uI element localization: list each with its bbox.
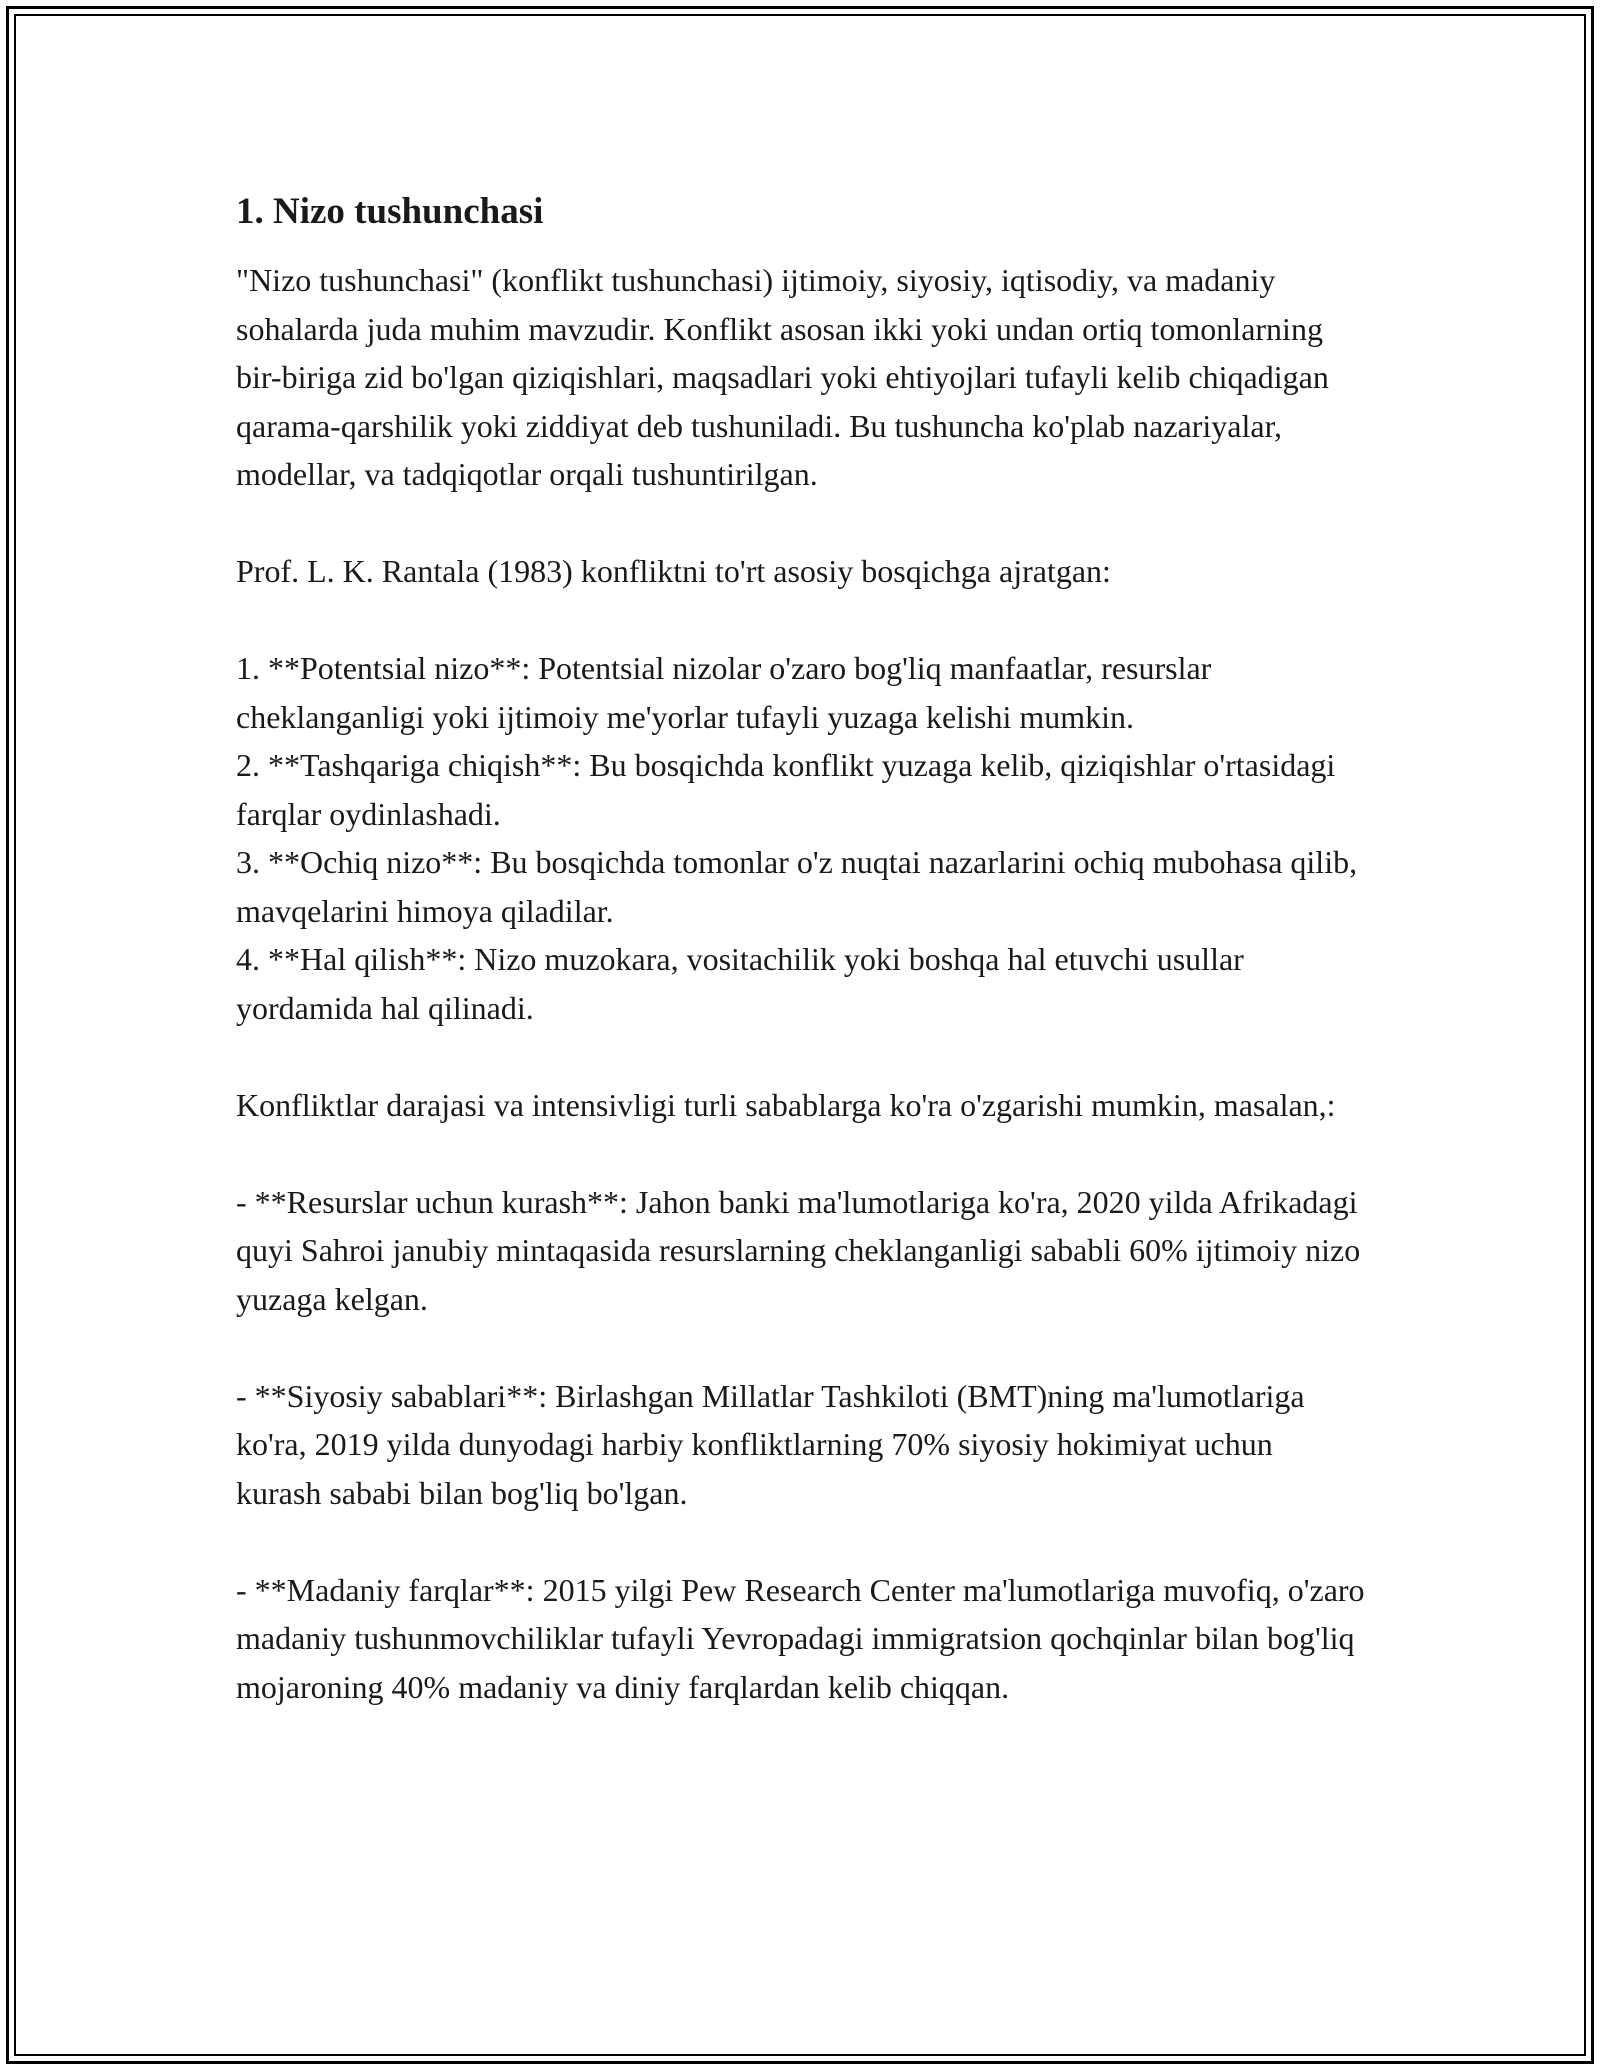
stage-item-3: 3. **Ochiq nizo**: Bu bosqichda tomonlar o'z nuqtai nazarlarini ochiq mubohasa qilib, mavqelarini himoya qiladilar.	[236, 844, 1358, 929]
section-title: 1. Nizo tushunchasi	[236, 191, 544, 232]
causes-intro: Konfliktlar darajasi va intensivligi turli sabablarga ko'ra o'zgarishi mumkin, masalan,:	[236, 1086, 1336, 1123]
cause-item-resources: - **Resurslar uchun kurash**: Jahon banki ma'lumotlariga ko'ra, 2020 yilda Afrikadagi quyi Sahroi janubiy mintaqasida resurslarning cheklanganligi sababli 60% ijtimoiy nizo yuzaga kelgan.	[236, 1183, 1361, 1317]
cause-item-political: - **Siyosiy sabablari**: Birlashgan Millatlar Tashkiloti (BMT)ning ma'lumotlariga ko'ra, 2019 yilda dunyodagi harbiy konfliktlarning 70% siyosiy hokimiyat uchun kurash sababi bilan bog'liq bo'lgan.	[236, 1377, 1305, 1511]
stage-item-2: 2. **Tashqariga chiqish**: Bu bosqichda konflikt yuzaga kelib, qiziqishlar o'rtasidagi farqlar oydinlashadi.	[236, 747, 1336, 832]
stages-intro: Prof. L. K. Rantala (1983) konfliktni to'rt asosiy bosqichga ajratgan:	[236, 553, 1111, 589]
stage-item-4: 4. **Hal qilish**: Nizo muzokara, vositachilik yoki boshqa hal etuvchi usullar yordamida hal qilinadi.	[236, 941, 1244, 1026]
cause-item-cultural: - **Madaniy farqlar**: 2015 yilgi Pew Research Center ma'lumotlariga muvofiq, o'zaro madaniy tushunmovchiliklar tufayli Yevropadagi immigratsion qochqinlar bilan bog'liq mojaroning 40% madaniy va diniy farqlardan kelib chiqqan.	[236, 1571, 1365, 1705]
document-body	[236, 188, 1366, 1711]
intro-paragraph: "Nizo tushunchasi" (konflikt tushunchasi) ijtimoiy, siyosiy, iqtisodiy, va madaniy sohalarda juda muhim mavzudir. Konflikt asosan ikki yoki undan ortiq tomonlarning bir-biriga zid bo'lgan qiziqishlari, maqsadlari yoki ehtiyojlari tufayli kelib chiqadigan qarama-qarshilik yoki ziddiyat deb tushuniladi. Bu tushuncha ko'plab nazariyalar, modellar, va tadqiqotlar orqali tushuntirilgan.	[236, 262, 1329, 492]
stages-list	[236, 644, 1366, 1032]
stage-item-1: 1. **Potentsial nizo**: Potentsial nizolar o'zaro bog'liq manfaatlar, resurslar cheklanganligi yoki ijtimoiy me'yorlar tufayli yuzaga kelishi mumkin.	[236, 650, 1212, 735]
